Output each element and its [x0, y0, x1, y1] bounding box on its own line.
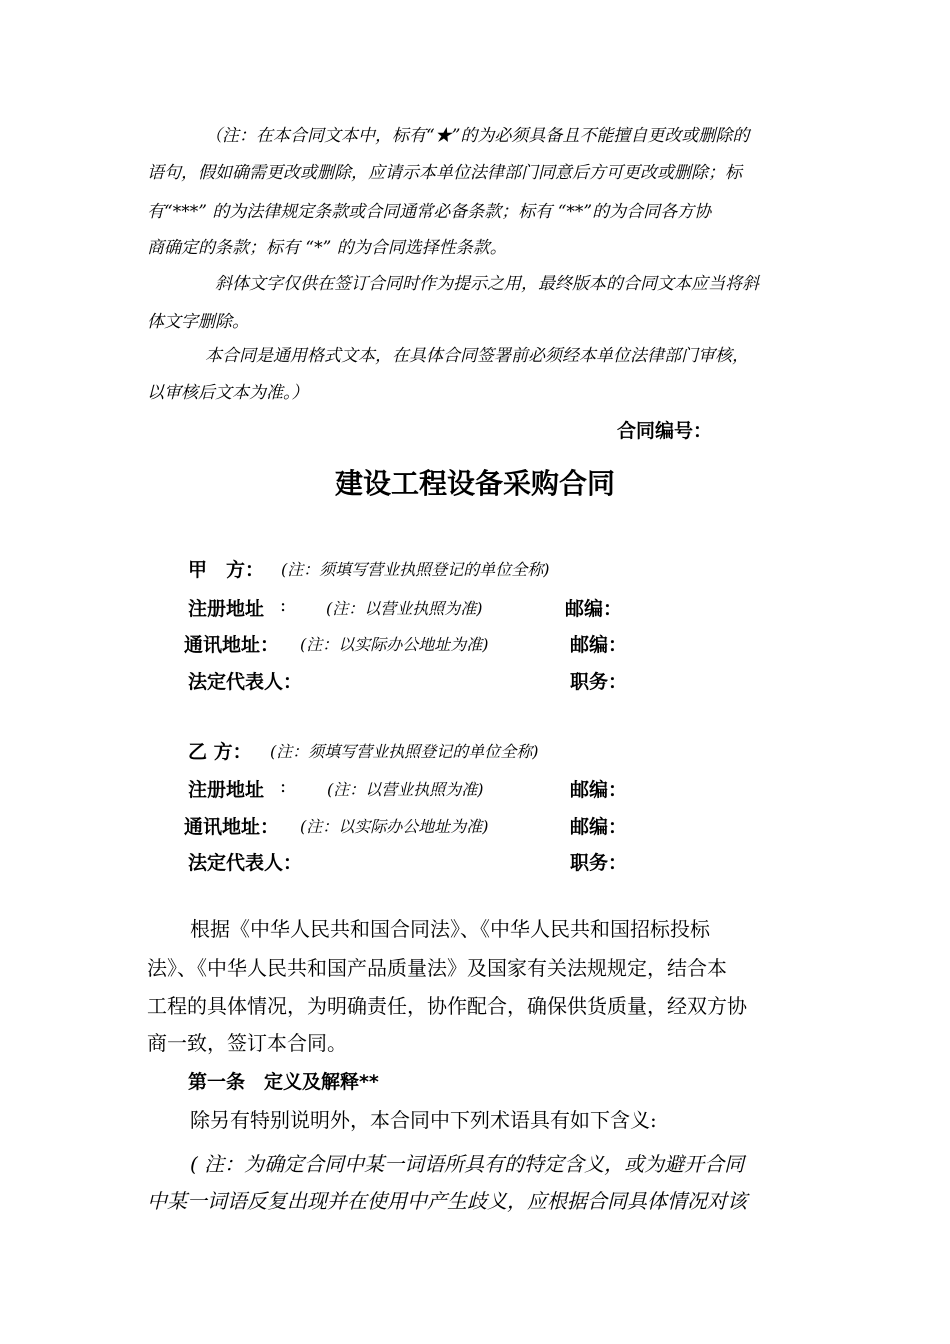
party-a-position-label: 职务：: [570, 671, 628, 693]
note-line: 体文字删除。: [147, 312, 249, 332]
party-a-postcode-label-2: 邮编：: [570, 634, 628, 656]
party-a-reg-address-label: 注册地址: [188, 598, 265, 620]
contract-number-label: 合同编号：: [617, 420, 713, 442]
party-a-legal-rep-label: 法定代表人：: [188, 671, 303, 693]
party-b-legal-rep-label: 法定代表人：: [188, 852, 303, 874]
article-1-intro: 除另有特别说明外，本合同中下列术语具有如下含义:: [190, 1108, 657, 1132]
party-b-position-label: 职务：: [570, 852, 628, 874]
party-a-label: 甲 方：: [188, 559, 265, 581]
note-line: （注：在本合同文本中，标有“★”的为必须具备且不能擅自更改或删除的: [205, 126, 750, 146]
party-a-postcode-label: 邮编：: [565, 598, 623, 620]
party-b-postcode-label-2: 邮编：: [570, 816, 628, 838]
article-1-note-line: ( 注：为确定合同中某一词语所具有的特定含义，或为避开合同: [190, 1152, 745, 1176]
document-title: 建设工程设备采购合同: [334, 467, 615, 500]
note-line: 商确定的条款；标有 “*” 的为合同选择性条款。: [147, 238, 507, 258]
note-line: 本合同是通用格式文本，在具体合同签署前必须经本单位法律部门审核，: [205, 346, 749, 366]
party-a-name-note: (注：须填写营业执照登记的单位全称): [281, 560, 550, 579]
preamble-line: 根据《中华人民共和国合同法》、《中华人民共和国招标投标: [190, 917, 710, 941]
party-b-comm-address-note: (注：以实际办公地址为准): [300, 817, 489, 836]
party-b-reg-address-note: (注：以营业执照为准): [327, 780, 484, 799]
party-b-reg-address-label: 注册地址: [188, 779, 265, 801]
party-a-reg-address-note: (注：以营业执照为准): [326, 599, 483, 618]
preamble-line: 商一致，签订本合同。: [147, 1031, 347, 1055]
party-b-name-note: (注：须填写营业执照登记的单位全称): [270, 742, 539, 761]
note-line: 斜体文字仅供在签订合同时作为提示之用，最终版本的合同文本应当将斜: [215, 274, 759, 294]
preamble-line: 法》、《中华人民共和国产品质量法》及国家有关法规规定，结合本: [147, 956, 727, 980]
note-line: 以审核后文本为准。）: [147, 383, 309, 403]
note-line: 语句，假如确需更改或删除，应请示本单位法律部门同意后方可更改或删除；标: [147, 163, 742, 183]
party-b-postcode-label: 邮编：: [570, 779, 628, 801]
party-a-comm-address-label: 通讯地址：: [184, 634, 280, 656]
party-a-comm-address-note: (注：以实际办公地址为准): [300, 635, 489, 654]
party-b-comm-address-label: 通讯地址：: [184, 816, 280, 838]
article-1-note-line: 中某一词语反复出现并在使用中产生歧义，应根据合同具体情况对该: [147, 1189, 747, 1213]
party-b-label: 乙 方：: [188, 741, 252, 763]
article-1-heading: 第一条 定义及解释**: [188, 1071, 379, 1093]
party-a-reg-address-colon: :: [280, 595, 287, 616]
party-b-reg-address-colon: :: [280, 776, 287, 797]
preamble-line: 工程的具体情况，为明确责任，协作配合，确保供货质量，经双方协: [147, 994, 747, 1018]
note-line: 有“***” 的为法律规定条款或合同通常必备条款；标有 “**”的为合同各方协: [147, 202, 712, 222]
